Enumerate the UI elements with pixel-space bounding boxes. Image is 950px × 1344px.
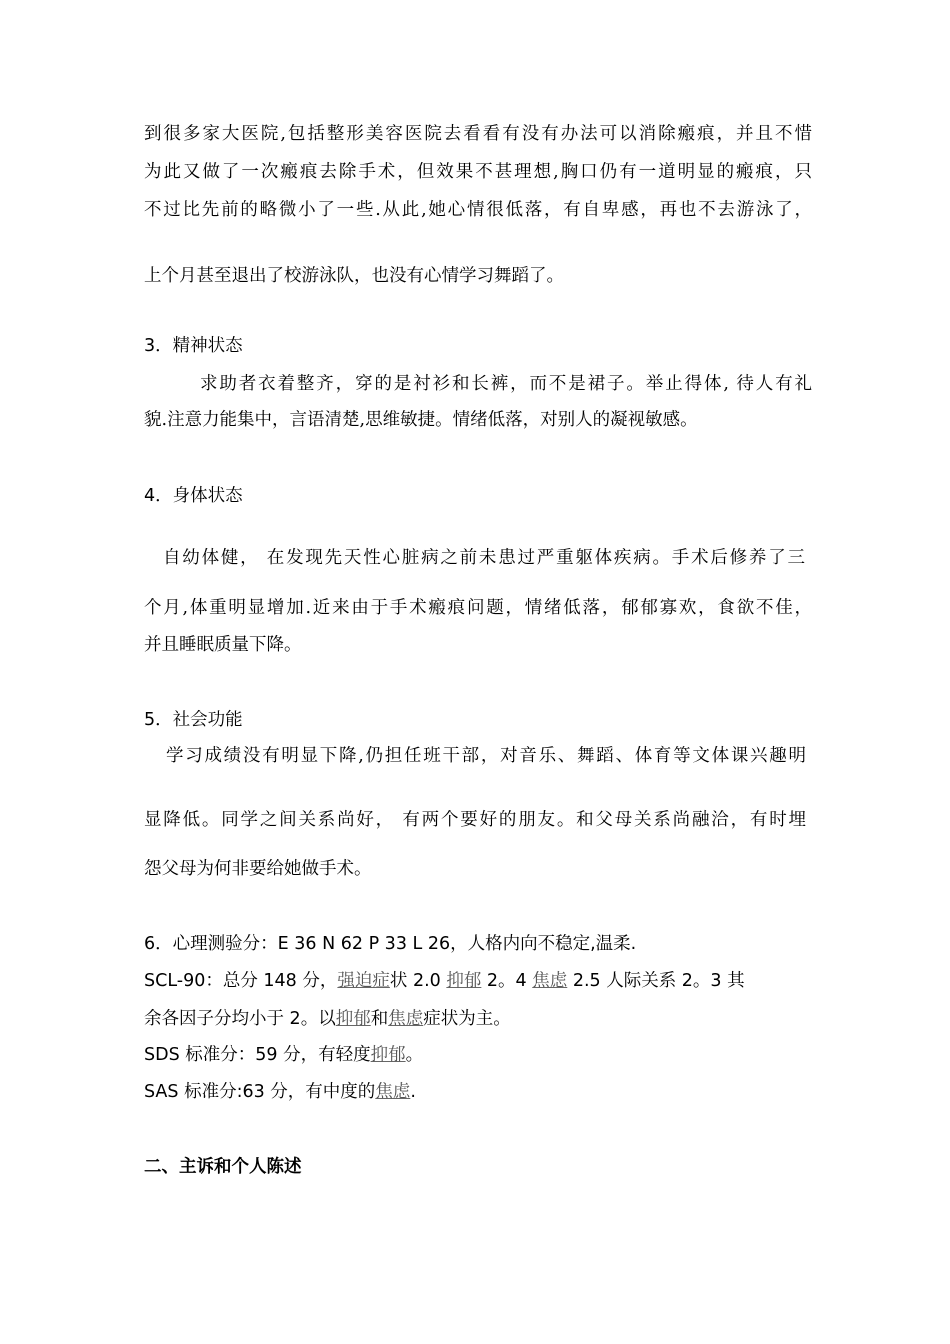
link-obsessive[interactable]: 强迫症 [337, 971, 390, 991]
para1-line4: 上个月甚至退出了校游泳队，也没有心情学习舞蹈了。 [144, 266, 564, 286]
summary-text-2: 和 [370, 1009, 389, 1029]
section-3-line1: 求助者衣着整齐，穿的是衬衫和长裤，而不是裙子。举止得体, 待人有礼 [200, 374, 812, 394]
para1-line2: 为此又做了一次瘢痕去除手术，但效果不甚理想,胸口仍有一道明显的瘢痕，只 [144, 162, 812, 182]
section-3-heading: 3．精神状态 [144, 336, 243, 356]
link-depression-2[interactable]: 抑郁 [335, 1009, 371, 1029]
section-6-line1: 6．心理测验分：E 36 N 62 P 33 L 26，人格内向不稳定,温柔. [144, 934, 637, 954]
scl90-text-1: 状 2.0 [389, 971, 447, 991]
link-anxiety-3[interactable]: 焦虑 [375, 1082, 411, 1102]
scl90-line [144, 969, 745, 993]
section-3-line2: 貌.注意力能集中，言语清楚,思维敏捷。情绪低落，对别人的凝视敏感。 [144, 410, 698, 430]
link-anxiety-2[interactable]: 焦虑 [388, 1009, 424, 1029]
section-4-line1: 自幼体健， 在发现先天性心脏病之前未患过严重躯体疾病。手术后修养了三 [163, 548, 805, 568]
section-4-line3: 并且睡眠质量下降。 [144, 635, 302, 655]
section-ii-heading: 二、主诉和个人陈述 [144, 1157, 302, 1177]
para1-line3: 不过比先前的略微小了一些.从此,她心情很低落，有自卑感，再也不去游泳了， [144, 200, 812, 220]
sds-line [144, 1043, 423, 1067]
section-5-line3: 怨父母为何非要给她做手术。 [144, 859, 372, 879]
scl90-text-2: 2。4 [481, 971, 533, 991]
sas-line [144, 1080, 416, 1104]
section-4-line2: 个月,体重明显增加.近来由于手术瘢痕问题，情绪低落，郁郁寡欢，食欲不佳， [144, 598, 812, 618]
link-depression[interactable]: 抑郁 [446, 971, 482, 991]
scl90-text-3: 2.5 人际关系 2。3 其 [567, 971, 745, 991]
scl90-prefix: SCL-90：总分 148 分， [144, 971, 338, 991]
section-5-line1: 学习成绩没有明显下降,仍担任班干部，对音乐、舞蹈、体育等文体课兴趣明 [166, 746, 806, 766]
sas-text: SAS 标准分:63 分，有中度的 [144, 1082, 376, 1102]
sds-text: SDS 标准分：59 分，有轻度 [144, 1045, 371, 1065]
section-5-line2: 显降低。同学之间关系尚好， 有两个要好的朋友。和父母关系尚融洽，有时埋 [144, 810, 806, 830]
section-5-heading: 5．社会功能 [144, 710, 243, 730]
scl90-summary-line [144, 1007, 511, 1031]
link-anxiety[interactable]: 焦虑 [532, 971, 568, 991]
link-depression-3[interactable]: 抑郁 [370, 1045, 406, 1065]
sas-end: . [410, 1082, 416, 1102]
para1-line1: 到很多家大医院,包括整形美容医院去看看有没有办法可以消除瘢痕，并且不惜 [144, 124, 812, 144]
summary-text-1: 余各因子分均小于 2。以 [144, 1009, 336, 1029]
summary-text-3: 症状为主。 [423, 1009, 511, 1029]
sds-end: 。 [405, 1045, 424, 1065]
section-4-heading: 4．身体状态 [144, 486, 243, 506]
